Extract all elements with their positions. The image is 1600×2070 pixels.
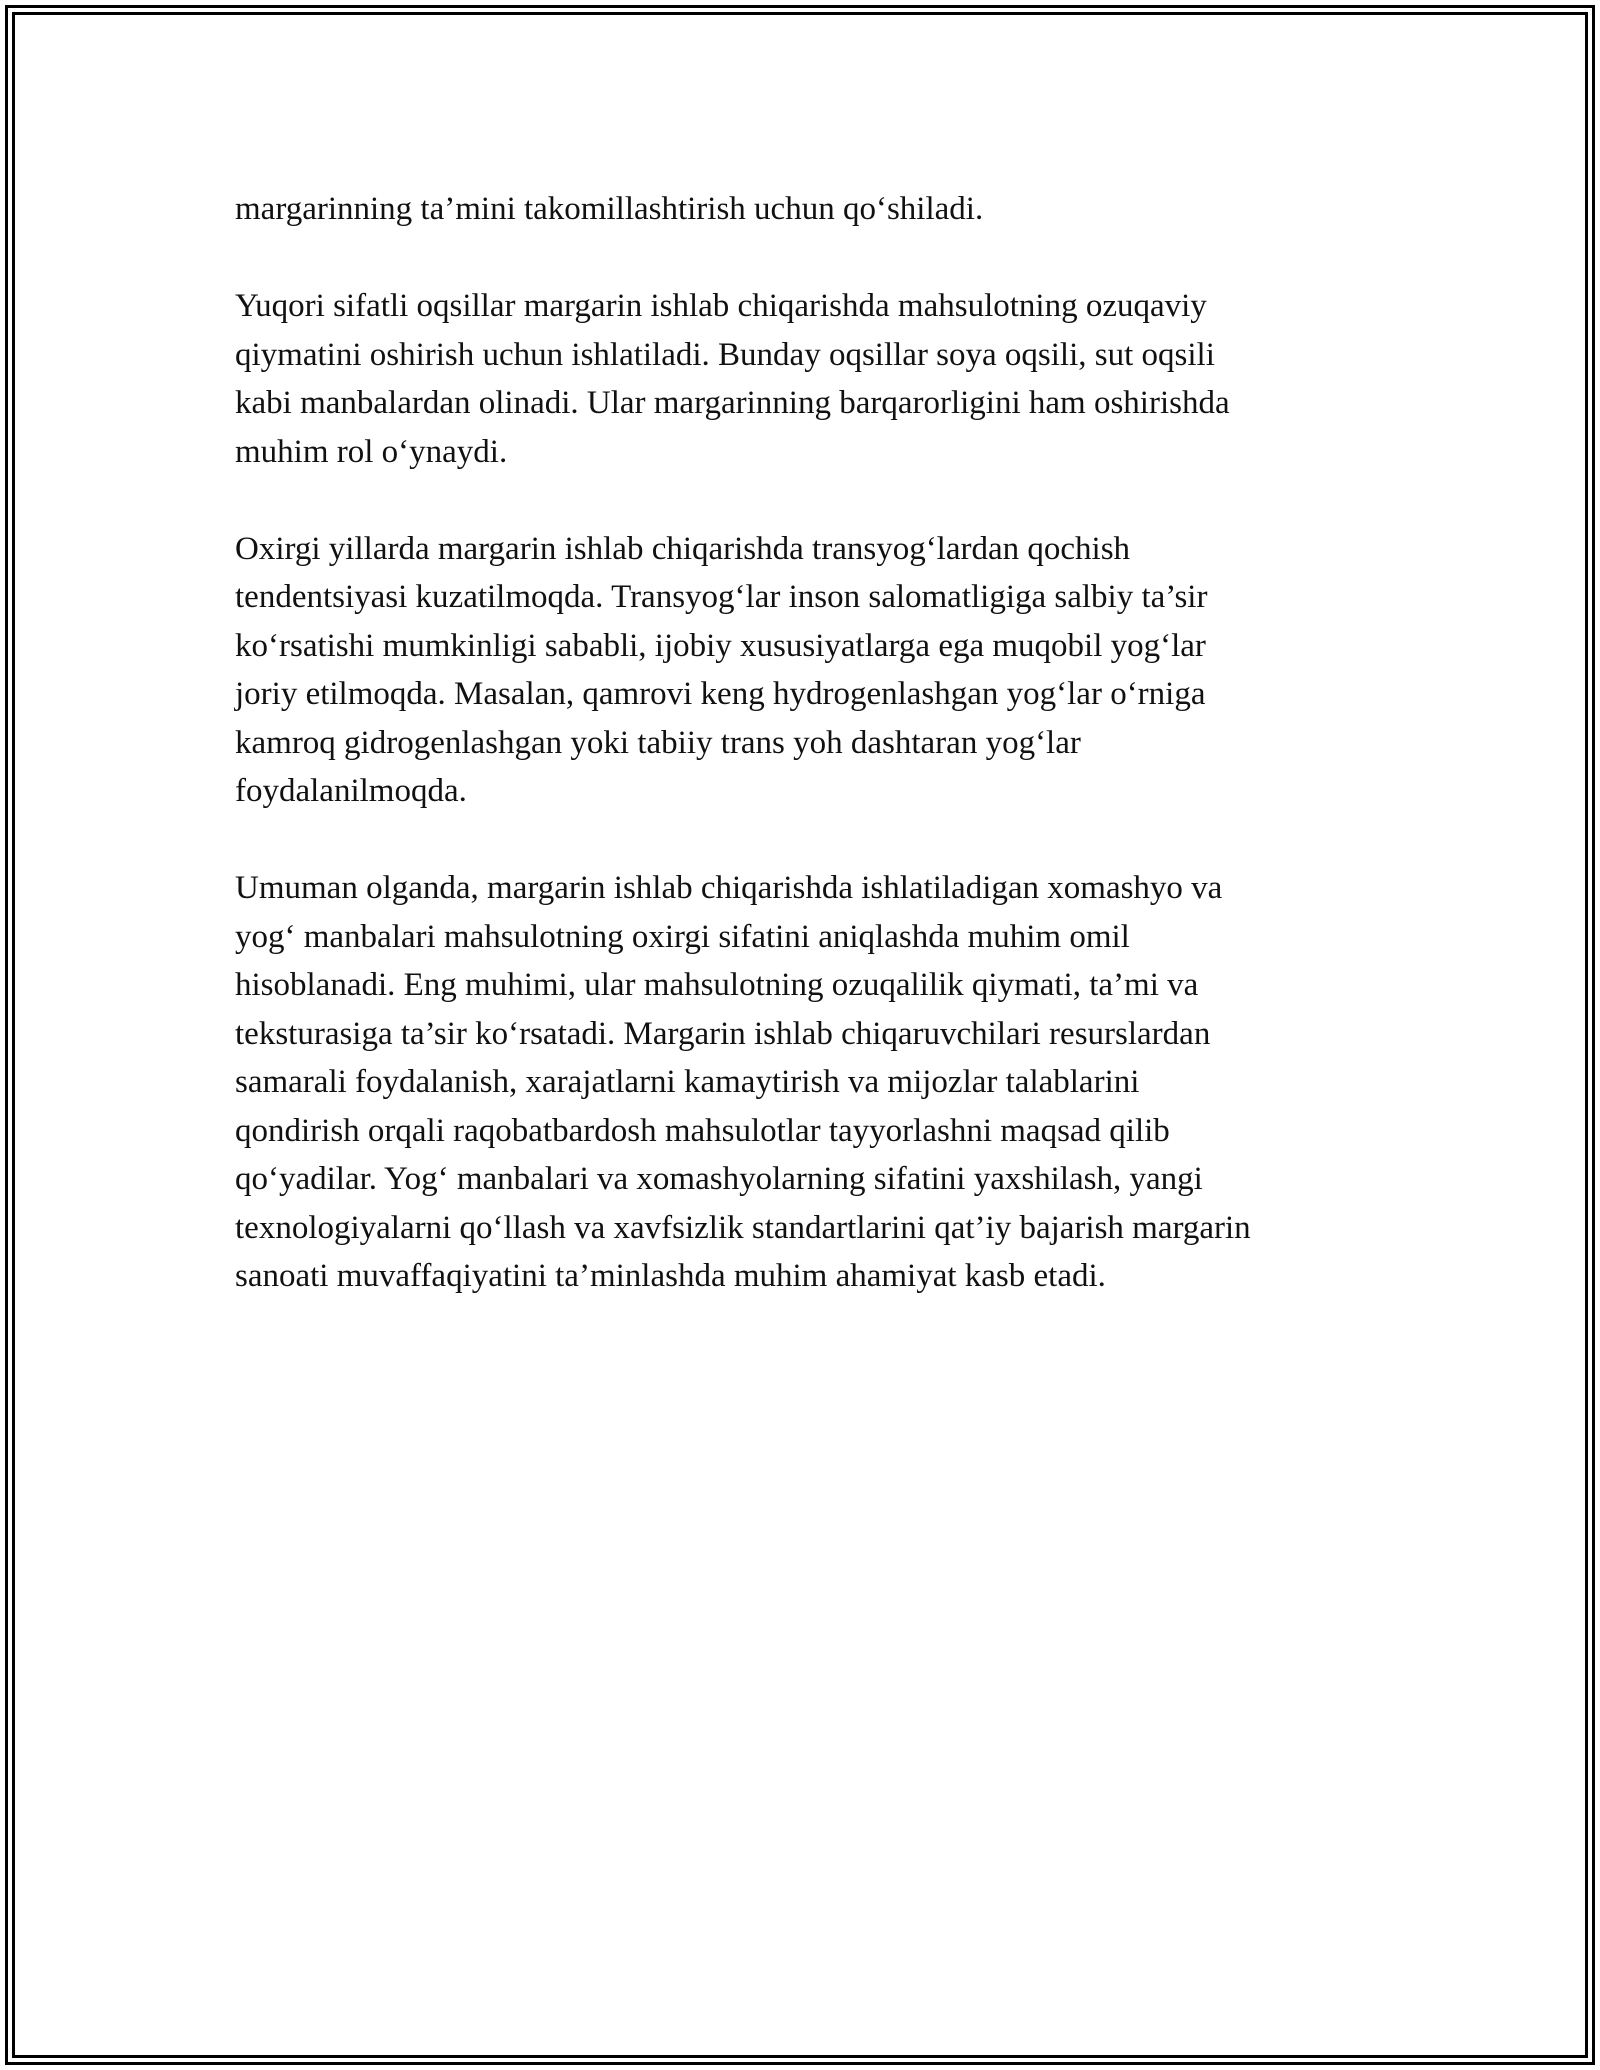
text-line: foydalanilmoqda. <box>235 773 467 809</box>
text-line: joriy etilmoqda. Masalan, qamrovi keng hydrogenlashgan yog‘lar o‘rniga <box>235 676 1206 712</box>
text-line: yog‘ manbalari mahsulotning oxirgi sifatini aniqlashda muhim omil <box>235 918 1130 955</box>
paragraph-2 <box>235 282 1385 476</box>
document-body <box>235 185 1385 1349</box>
text-line: kamroq gidrogenlashgan yoki tabiiy trans yoh dashtaran yog‘lar <box>235 724 1081 761</box>
text-line: ko‘rsatishi mumkinligi sababli, ijobiy xususiyatlarga ega muqobil yog‘lar <box>235 627 1206 664</box>
text-line: sanoati muvaffaqiyatini ta’minlashda muhim ahamiyat kasb etadi. <box>235 1258 1106 1294</box>
text-line: tendentsiyasi kuzatilmoqda. Transyog‘lar inson salomatligiga salbiy ta’sir <box>235 579 1208 615</box>
text-line: samarali foydalanish, xarajatlarni kamaytirish va mijozlar talablarini <box>235 1064 1140 1100</box>
text-line: qiymatini oshirish uchun ishlatiladi. Bunday oqsillar soya oqsili, sut oqsili <box>235 336 1215 373</box>
text-line: kabi manbalardan olinadi. Ular margarinning barqarorligini ham oshirishda <box>235 385 1230 421</box>
text-line: qondirish orqali raqobatbardosh mahsulotlar tayyorlashni maqsad qilib <box>235 1112 1170 1149</box>
paragraph-1 <box>235 185 1385 234</box>
text-line: Umuman olganda, margarin ishlab chiqarishda ishlatiladigan xomashyo va <box>235 870 1223 906</box>
text-line: margarinning ta’mini takomillashtirish uchun qo‘shiladi. <box>235 191 984 227</box>
text-line: hisoblanadi. Eng muhimi, ular mahsulotning ozuqalilik qiymati, ta’mi va <box>235 967 1199 1003</box>
text-line: texnologiyalarni qo‘llash va xavfsizlik standartlarini qat’iy bajarish margarin <box>235 1209 1251 1246</box>
text-line: teksturasiga ta’sir ko‘rsatadi. Margarin ishlab chiqaruvchilari resurslardan <box>235 1015 1211 1052</box>
paragraph-3 <box>235 525 1385 816</box>
text-line: qo‘yadilar. Yog‘ manbalari va xomashyolarning sifatini yaxshilash, yangi <box>235 1161 1203 1197</box>
text-line: muhim rol o‘ynaydi. <box>235 433 508 470</box>
paragraph-4 <box>235 864 1385 1301</box>
text-line: Oxirgi yillarda margarin ishlab chiqarishda transyog‘lardan qochish <box>235 530 1131 567</box>
text-line: Yuqori sifatli oqsillar margarin ishlab chiqarishda mahsulotning ozuqaviy <box>235 288 1207 324</box>
